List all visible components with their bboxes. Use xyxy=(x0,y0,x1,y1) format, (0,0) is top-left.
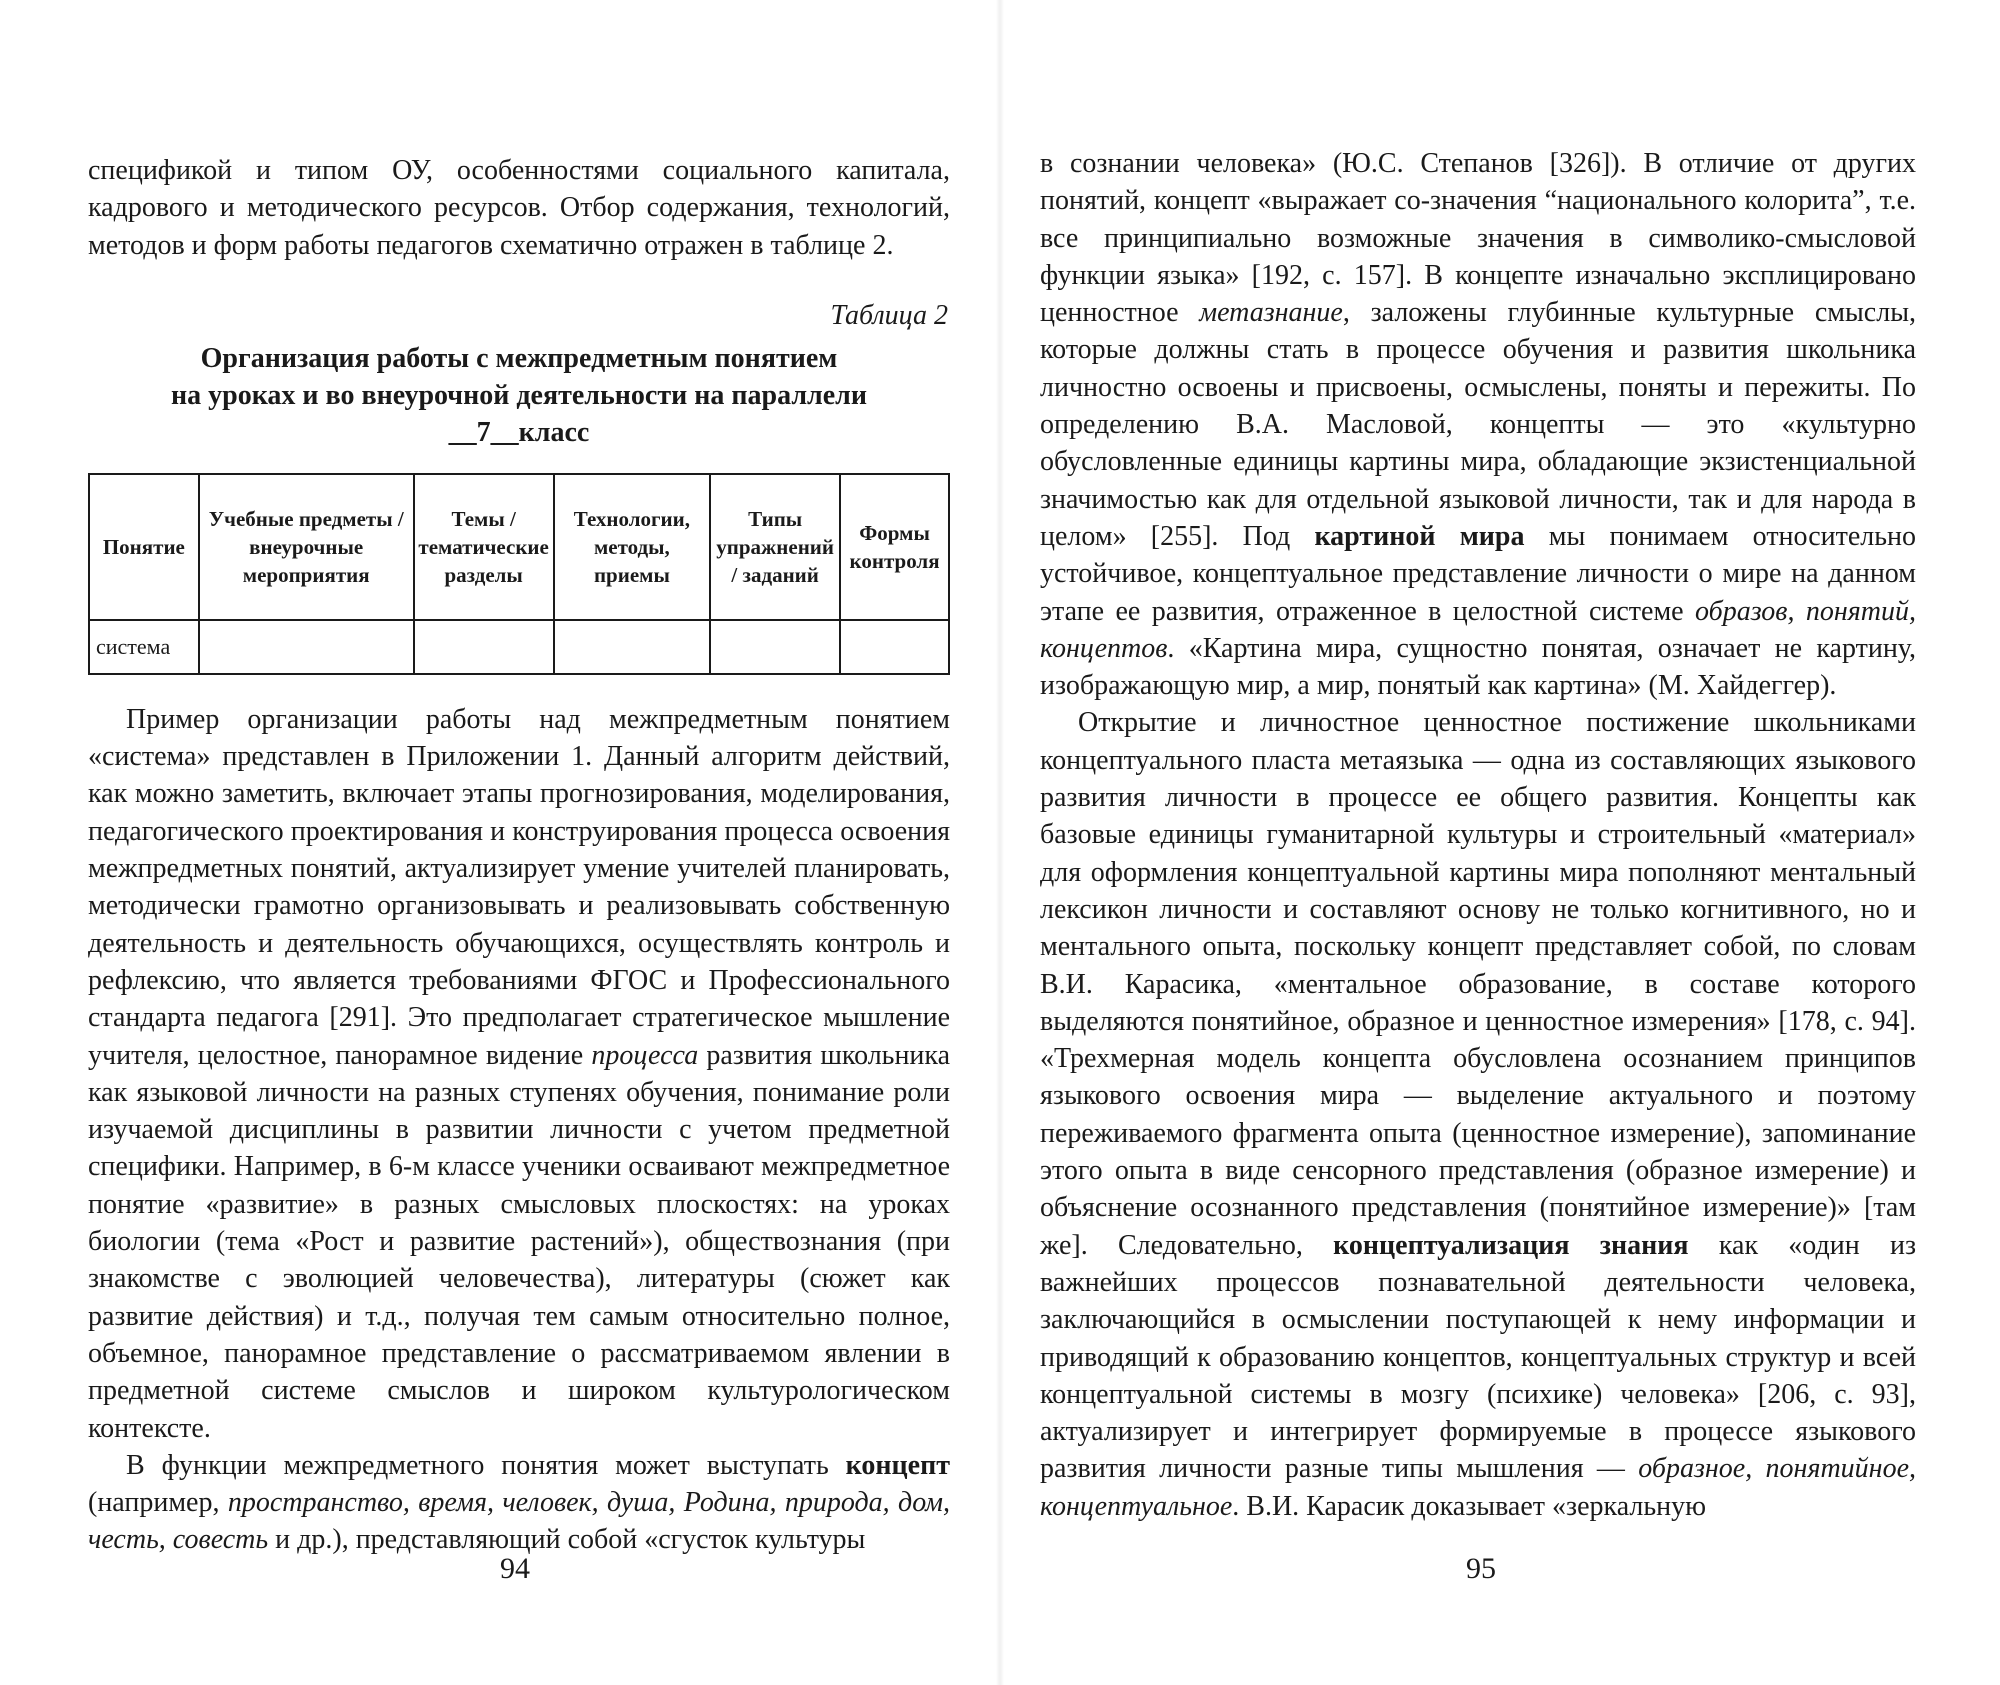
table-header-technologies: Технологии, методы, приемы xyxy=(554,474,711,620)
table-title-line-1: Организация работы с межпредметным понятием xyxy=(200,342,838,374)
table-header-exercise-types: Типы упражнений / заданий xyxy=(710,474,840,620)
intro-paragraph: спецификой и типом ОУ, особенностями социального капитала, кадрового и методического ресурсов. Отбор содержания, технологий, методов и форм работы педагогов схематично отражен в таблице 2. xyxy=(88,155,950,261)
right-text-column xyxy=(1040,145,1916,1525)
paragraph-conceptualization: Открытие и личностное ценностное постижение школьниками концептуального пласта метаязыка — одна из составляющих языкового развития личности в процессе ее общего развития. Концепты как базовые единицы гуманитарной культуры и строительный «материал» для оформления концептуальной картины мира пополняют ментальный лексикон личности и составляют основу не только когнитивного, но и ментального опыта, поскольку концепт представляет собой, по словам В.И. Карасика, «ментальное образование, в составе которого выделяются понятийное, образное и ценностное измерения» [178, с. 94]. «Трехмерная модель концепта обусловлена осознанием принципов языкового освоения мира — выделение актуального и поэтому переживаемого фрагмента опыта (ценностное измерение), запоминание этого опыта в виде сенсорного представления (образное измерение) и объяснение осознанного представления (понятийное измерение)» [там же]. Следовательно, концептуализация знания как «один из важнейших процессов познавательной деятельности человека, заключающийся в осмыслении поступающей к нему информации и приводящий к образованию концептов, концептуальных структур и всей концептуальной системы в мозгу (психике) человека» [206, с. 93], актуализирует и интегрирует формируемые в процессе языкового развития личности разные типы мышления — образное, понятийное, концептуальное. В.И. Карасик доказывает «зеркальную xyxy=(1040,707,1917,1522)
table-cell: система xyxy=(89,620,199,674)
paragraph-continuation: в сознании человека» (Ю.С. Степанов [326]). В отличие от других понятий, концепт «выражает со-значения “национального колорита”, т.е. все принципиально возможные значения в символико-смысловой функции языка» [192, с. 157]. В концепте изначально эксплицировано ценностное метазнание, заложены глубинные культурные смыслы, которые должны стать в процессе обучения и развития школьника личностно освоены и присвоены, осмыслены, поняты и пережиты. По определению В.А. Масловой, концепты — это «культурно обусловленные единицы картины мира, обладающие экзистенциальной значимостью как для отдельной языковой личности, так и для народа в целом» [255]. Под картиной мира мы понимаем относительно устойчивое, концептуальное представление личности о мире на данном этапе ее развития, отраженное в целостной системе образов, понятий, концептов. «Картина мира, сущностно понятая, означает не картину, изображающую мир, а мир, понятый как картина» (М. Хайдеггер). xyxy=(1040,148,1917,702)
table-row xyxy=(89,620,949,674)
paragraph-concept: В функции межпредметного понятия может выступать концепт (например, пространство, время, человек, душа, Родина, природа, дом, честь, совесть и др.), представляющий собой «сгусток культуры xyxy=(88,1449,951,1556)
table-title xyxy=(88,340,950,451)
page-number-right: 95 xyxy=(1466,1552,1496,1585)
table-cell xyxy=(414,620,554,674)
table-title-line-2: на уроках и во внеурочной деятельности на параллели xyxy=(170,379,868,411)
organization-table xyxy=(88,473,950,675)
left-text-column xyxy=(88,152,950,1559)
table-cell xyxy=(710,620,840,674)
page-number-left: 94 xyxy=(500,1552,530,1585)
table-header-control-forms: Формы контроля xyxy=(840,474,949,620)
table-cell xyxy=(840,620,949,674)
table-header-concept: Понятие xyxy=(89,474,199,620)
table-header-topics: Темы / тематические разделы xyxy=(414,474,554,620)
page-95 xyxy=(1000,0,2000,1685)
table-label: Таблица 2 xyxy=(830,299,948,331)
table-cell xyxy=(199,620,414,674)
table-title-line-3: __7__класс xyxy=(448,416,590,448)
paragraph-example: Пример организации работы над межпредметным понятием «система» представлен в Приложении 1. Данный алгоритм действий, как можно заметить, включает этапы прогнозирования, моделирования, педагогического проектирования и конструирования процесса освоения межпредметных понятий, актуализирует умение учителей планировать, методически грамотно организовывать и реализовывать собственную деятельность и деятельность обучающихся, осуществлять контроль и рефлексию, что является требованиями ФГОС и Профессионального стандарта педагога [291]. Это предполагает стратегическое мышление учителя, целостное, панорамное видение процесса развития школьника как языковой личности на разных ступенях обучения, понимание роли изучаемой дисциплины в развитии личности с учетом предметной специфики. Например, в 6-м классе ученики осваивают межпредметное понятие «развитие» в разных смысловых плоскостях: на уроках биологии (тема «Рост и развитие растений»), обществознания (при знакомстве с эволюцией человечества), литературы (сюжет как развитие действия) и т.д., получая тем самым относительно полное, объемное, панорамное представление о рассматриваемом явлении в предметной системе смыслов и широком культурологическом контексте. xyxy=(88,703,951,1444)
table-header-subjects: Учебные предметы / внеурочные мероприятия xyxy=(199,474,414,620)
table-cell xyxy=(554,620,711,674)
table-header-row xyxy=(89,474,949,620)
